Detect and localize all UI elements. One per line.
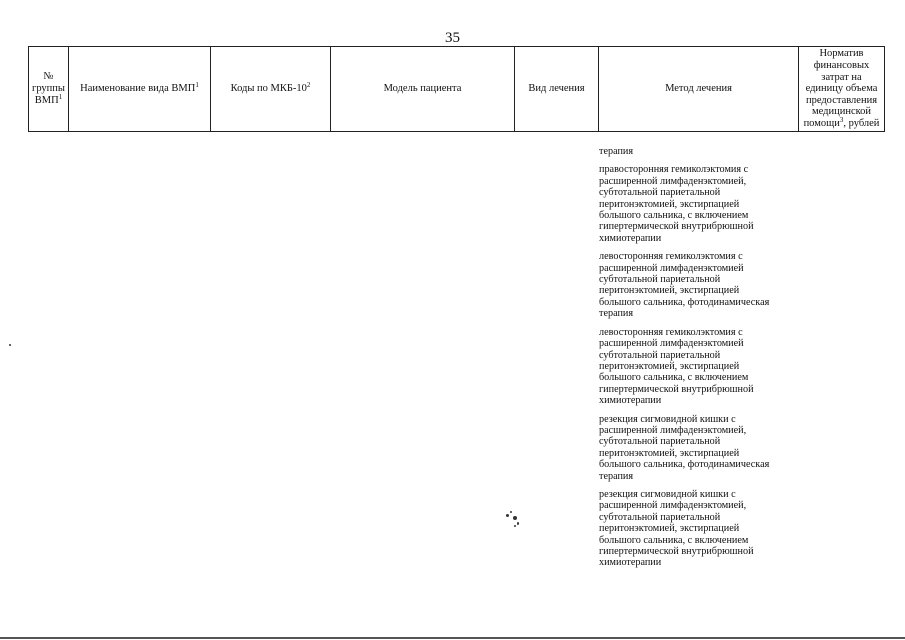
scan-speck: [510, 511, 512, 513]
financial-norm-line-5: предоставления: [805, 94, 878, 106]
method-line: субтотальной париетальной: [599, 187, 721, 199]
method-item: [599, 327, 799, 407]
method-line: гипертермической внутрибрюшной: [599, 383, 754, 395]
method-line: перитонэктомией, экстирпацией: [599, 198, 740, 210]
method-line: большого сальника, с включением: [599, 534, 749, 546]
scan-speck: [513, 516, 517, 520]
financial-norm-line-6: медицинской: [811, 106, 872, 118]
method-line: субтотальной париетальной: [599, 274, 721, 286]
financial-norm-line-4: единицу объема: [805, 83, 878, 95]
method-line: химиотерапии: [599, 557, 662, 569]
group-no-line-3: ВМП: [34, 95, 59, 106]
method-line: большого сальника, фотодинамическая: [599, 459, 770, 471]
treatment-methods-list: [599, 146, 799, 576]
header-cell-treatment-method: [599, 47, 799, 132]
method-item: [599, 414, 799, 482]
method-line: перитонэктомией, экстирпацией: [599, 360, 740, 372]
method-line: большого сальника, с включением: [599, 372, 749, 384]
scan-speck: [517, 522, 519, 525]
method-line: терапия: [599, 146, 634, 157]
method-line: перитонэктомией, экстирпацией: [599, 447, 740, 459]
header-cell-patient-model: [331, 47, 515, 132]
method-line: расширенной лимфаденэктомией,: [599, 500, 747, 512]
method-line: резекция сигмовидной кишки с: [599, 413, 736, 425]
header-cell-treatment-type: [515, 47, 599, 132]
header-cell-icd-codes: [211, 47, 331, 132]
method-line: большого сальника, фотодинамическая: [599, 296, 770, 308]
method-item: [599, 251, 799, 319]
method-line: гипертермической внутрибрюшной: [599, 546, 754, 557]
method-line: химиотерапии: [599, 395, 662, 407]
method-line: расширенной лимфаденэктомией,: [599, 424, 747, 436]
header-cell-group-no: [29, 47, 69, 132]
page-bottom-edge: [0, 637, 905, 639]
method-item: [599, 146, 799, 157]
vmp-name-label: Наименование вида ВМП: [80, 83, 196, 94]
method-line: терапия: [599, 308, 634, 320]
icd-codes-label: Коды по МКБ-10: [230, 83, 307, 94]
method-line: расширенной лимфаденэктомией: [599, 338, 744, 350]
method-line: терапия: [599, 470, 634, 482]
method-line: расширенной лимфаденэктомией: [599, 262, 744, 274]
method-line: левосторонняя гемиколэктомия с: [599, 326, 743, 338]
financial-norm-line-1: Норматив: [819, 48, 864, 60]
method-line: химиотерапии: [599, 232, 662, 244]
header-cell-vmp-name: [69, 47, 211, 132]
icd-codes-footnote: 2: [306, 81, 311, 89]
financial-norm-line-3: затрат на: [821, 71, 862, 83]
treatment-method-label: Метод лечения: [665, 83, 732, 94]
treatment-type-label: Вид лечения: [528, 83, 585, 94]
financial-norm-unit: , рублей: [843, 117, 880, 129]
header-table: [28, 46, 885, 132]
financial-norm-footnote: 3: [839, 115, 844, 124]
method-line: субтотальной париетальной: [599, 436, 721, 448]
method-line: правосторонняя гемиколэктомия с: [599, 164, 749, 176]
group-no-footnote: 1: [58, 93, 63, 101]
scan-speck: [506, 514, 509, 517]
group-no-line-2: группы: [32, 83, 65, 94]
method-line: левосторонняя гемиколэктомия с: [599, 251, 743, 263]
header-cell-financial-norm: [799, 47, 885, 132]
group-no-line-1: №: [43, 71, 54, 82]
method-line: резекция сигмовидной кишки с: [599, 488, 736, 500]
method-item: [599, 164, 799, 244]
method-line: перитонэктомией, экстирпацией: [599, 523, 740, 535]
method-line: большого сальника, с включением: [599, 210, 749, 222]
method-line: субтотальной париетальной: [599, 349, 721, 361]
patient-model-label: Модель пациента: [383, 83, 462, 94]
vmp-name-footnote: 1: [195, 81, 199, 89]
method-line: перитонэктомией, экстирпацией: [599, 285, 740, 297]
header-row: [29, 47, 885, 132]
method-line: субтотальной париетальной: [599, 511, 721, 523]
method-line: расширенной лимфаденэктомией,: [599, 175, 747, 187]
page-number: 35: [445, 30, 460, 46]
method-line: гипертермической внутрибрюшной: [599, 221, 754, 233]
scan-speck: [514, 525, 516, 527]
financial-norm-line-7: помощи: [803, 117, 840, 129]
financial-norm-line-2: финансовых: [813, 60, 870, 72]
method-item: [599, 489, 799, 569]
scan-speck: [9, 344, 11, 346]
